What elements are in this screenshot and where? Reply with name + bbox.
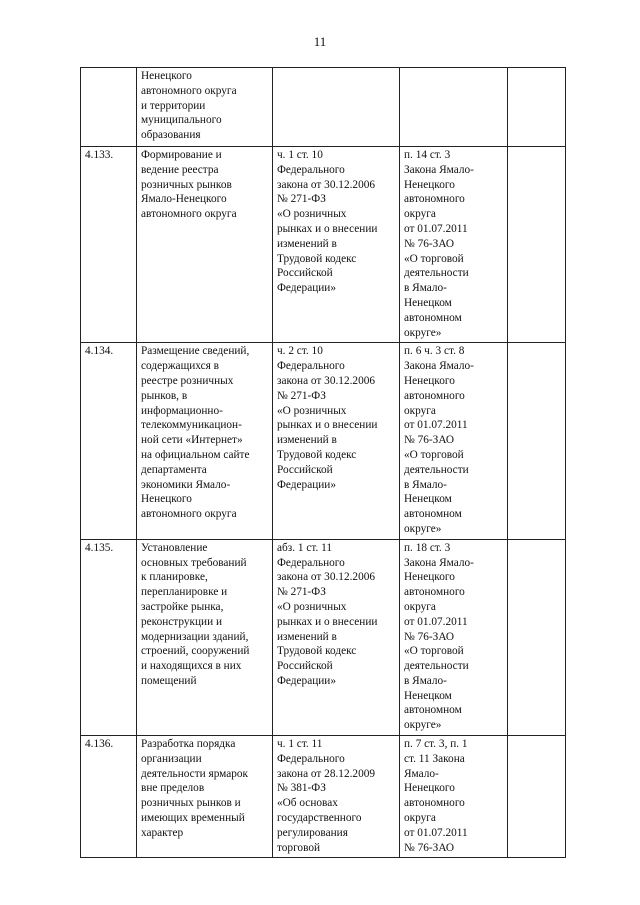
- text-line: ч. 1 ст. 11: [277, 738, 323, 751]
- text-line: Формирование и: [141, 149, 222, 161]
- text-line: Ненецком: [404, 689, 452, 702]
- item-number-cell: 4.135.: [81, 539, 137, 735]
- text-line: п. 7 ст. 3, п. 1: [404, 738, 468, 751]
- item-number-cell: 4.133.: [81, 147, 137, 343]
- text-line: Ненецком: [404, 296, 452, 309]
- text-line: вне пределов: [141, 782, 205, 795]
- text-line: и находящихся в них: [141, 660, 242, 673]
- text-line: автономного: [404, 586, 465, 599]
- text-line: округа: [404, 812, 436, 825]
- text-line: округа: [404, 600, 436, 613]
- empty-cell: [508, 736, 566, 858]
- text-line: от 01.07.2011: [404, 826, 468, 839]
- text-line: характер: [141, 826, 184, 839]
- item-number-cell: [81, 68, 137, 147]
- regional-law-cell: [400, 736, 508, 858]
- text-line: розничных рынков и: [141, 797, 241, 810]
- text-line: деятельности ярмарок: [141, 767, 249, 780]
- text-line: Федерального: [277, 752, 345, 765]
- text-line: Трудовой кодекс: [277, 252, 357, 265]
- text-line: автономного округа: [141, 208, 237, 221]
- text-line: автономном: [404, 508, 462, 521]
- text-line: № 271-ФЗ: [277, 389, 326, 402]
- text-line: автономного округа: [141, 508, 237, 521]
- text-line: реестре розничных: [141, 374, 234, 387]
- text-line: ст. 11 Закона: [404, 752, 465, 765]
- text-line: изменений в: [277, 434, 337, 447]
- table-row: [81, 736, 566, 858]
- regional-law-cell: [400, 147, 508, 343]
- text-line: № 76-ЗАО: [404, 434, 455, 447]
- text-line: муниципального: [141, 114, 222, 127]
- text-line: Закона Ямало-: [404, 360, 474, 373]
- text-line: округа: [404, 208, 436, 221]
- table-row: [81, 343, 566, 539]
- text-line: автономного округа: [141, 84, 237, 97]
- federal-law-cell: [273, 539, 400, 735]
- text-line: автономного: [404, 389, 465, 402]
- text-line: Разработка порядка: [141, 738, 236, 751]
- text-line: экономики Ямало-: [141, 478, 231, 491]
- text-line: Ненецкого: [404, 782, 455, 795]
- text-line: департамента: [141, 463, 207, 476]
- empty-cell: [508, 539, 566, 735]
- text-line: перепланировке и: [141, 586, 228, 599]
- text-line: модернизации зданий,: [141, 630, 249, 643]
- text-line: закона от 30.12.2006: [277, 571, 376, 584]
- text-line: Российской: [277, 463, 333, 476]
- text-line: рынках и о внесении: [277, 222, 378, 235]
- text-line: автономного: [404, 797, 465, 810]
- federal-law-cell: [273, 736, 400, 858]
- text-line: строений, сооружений: [141, 645, 250, 658]
- text-line: Трудовой кодекс: [277, 448, 357, 461]
- regional-law-cell: [400, 343, 508, 539]
- federal-law-cell: [273, 147, 400, 343]
- text-line: изменений в: [277, 237, 337, 250]
- text-line: информационно-: [141, 404, 223, 417]
- authority-name-cell: [137, 539, 273, 735]
- text-line: п. 14 ст. 3: [404, 149, 451, 161]
- text-line: содержащихся в: [141, 360, 220, 373]
- regional-law-cell: [400, 539, 508, 735]
- text-line: рынках и о внесении: [277, 615, 378, 628]
- text-line: округе»: [404, 522, 442, 535]
- text-line: № 381-ФЗ: [277, 782, 326, 795]
- text-line: рынков, в: [141, 389, 188, 402]
- text-line: Федерального: [277, 163, 345, 176]
- text-line: ч. 2 ст. 10: [277, 345, 323, 358]
- text-line: закона от 30.12.2006: [277, 178, 376, 191]
- text-line: № 76-ЗАО: [404, 237, 455, 250]
- text-line: округе»: [404, 719, 442, 732]
- text-line: закона от 28.12.2009: [277, 767, 376, 780]
- text-line: деятельности: [404, 660, 469, 673]
- authority-name-cell: [137, 147, 273, 343]
- text-line: Закона Ямало-: [404, 163, 474, 176]
- text-line: автономном: [404, 311, 462, 324]
- item-number-cell: 4.136.: [81, 736, 137, 858]
- text-line: № 76-ЗАО: [404, 630, 455, 643]
- text-line: Ненецкого: [404, 178, 455, 191]
- text-line: Закона Ямало-: [404, 556, 474, 569]
- text-line: застройке рынка,: [141, 600, 224, 613]
- authority-name-cell: [137, 343, 273, 539]
- text-line: Ненецкого: [404, 374, 455, 387]
- text-line: телекоммуникацион-: [141, 419, 242, 432]
- text-line: «О розничных: [277, 404, 347, 417]
- text-line: абз. 1 ст. 11: [277, 541, 332, 554]
- text-line: Ненецкого: [141, 70, 192, 82]
- text-line: «О торговой: [404, 645, 464, 658]
- text-line: «О розничных: [277, 600, 347, 613]
- text-line: автономного: [404, 193, 465, 206]
- text-line: Федерации»: [277, 282, 336, 295]
- text-line: основных требований: [141, 556, 247, 569]
- text-line: деятельности: [404, 463, 469, 476]
- table-row: [81, 147, 566, 343]
- text-line: и территории: [141, 99, 206, 112]
- text-line: закона от 30.12.2006: [277, 374, 376, 387]
- empty-cell: [508, 68, 566, 147]
- text-line: «О розничных: [277, 208, 347, 221]
- text-line: п. 6 ч. 3 ст. 8: [404, 345, 465, 358]
- federal-law-cell: [273, 343, 400, 539]
- text-line: ч. 1 ст. 10: [277, 149, 323, 161]
- text-line: рынках и о внесении: [277, 419, 378, 432]
- text-line: изменений в: [277, 630, 337, 643]
- text-line: Российской: [277, 267, 333, 280]
- text-line: регулирования: [277, 826, 348, 839]
- text-line: ведение реестра: [141, 163, 219, 176]
- text-line: государственного: [277, 812, 362, 825]
- table-row: [81, 68, 566, 147]
- text-line: образования: [141, 129, 201, 142]
- item-number-cell: 4.134.: [81, 343, 137, 539]
- text-line: Установление: [141, 541, 208, 554]
- text-line: «О торговой: [404, 448, 464, 461]
- text-line: помещений: [141, 674, 197, 687]
- regulations-table: [80, 67, 566, 858]
- text-line: деятельности: [404, 267, 469, 280]
- text-line: к планировке,: [141, 571, 208, 584]
- empty-cell: [508, 147, 566, 343]
- text-line: в Ямало-: [404, 478, 447, 491]
- text-line: на официальном сайте: [141, 448, 250, 461]
- table-row: [81, 539, 566, 735]
- text-line: «О торговой: [404, 252, 464, 265]
- text-line: от 01.07.2011: [404, 615, 468, 628]
- text-line: Ненецкого: [141, 493, 192, 506]
- text-line: в Ямало-: [404, 674, 447, 687]
- text-line: ной сети «Интернет»: [141, 434, 243, 447]
- text-line: реконструкции и: [141, 615, 223, 628]
- page-number: 11: [313, 34, 327, 49]
- text-line: имеющих временный: [141, 812, 245, 825]
- authority-name-cell: [137, 736, 273, 858]
- text-line: округа: [404, 404, 436, 417]
- text-line: Федерального: [277, 360, 345, 373]
- federal-law-cell: [273, 68, 400, 147]
- empty-cell: [508, 343, 566, 539]
- text-line: в Ямало-: [404, 282, 447, 295]
- text-line: Ямало-: [404, 767, 439, 780]
- text-line: № 271-ФЗ: [277, 193, 326, 206]
- text-line: организации: [141, 752, 202, 765]
- authority-name-cell: [137, 68, 273, 147]
- text-line: Федерального: [277, 556, 345, 569]
- text-line: Ненецком: [404, 493, 452, 506]
- text-line: Федерации»: [277, 674, 336, 687]
- text-line: Трудовой кодекс: [277, 645, 357, 658]
- text-line: автономном: [404, 704, 462, 717]
- text-line: Федерации»: [277, 478, 336, 491]
- text-line: Российской: [277, 660, 333, 673]
- text-line: розничных рынков: [141, 178, 232, 191]
- regional-law-cell: [400, 68, 508, 147]
- text-line: от 01.07.2011: [404, 222, 468, 235]
- text-line: № 271-ФЗ: [277, 586, 326, 599]
- text-line: № 76-ЗАО: [404, 841, 455, 854]
- text-line: Ненецкого: [404, 571, 455, 584]
- text-line: от 01.07.2011: [404, 419, 468, 432]
- text-line: торговой: [277, 841, 321, 854]
- text-line: п. 18 ст. 3: [404, 541, 451, 554]
- text-line: Размещение сведений,: [141, 345, 250, 358]
- text-line: Ямало-Ненецкого: [141, 193, 227, 206]
- text-line: «Об основах: [277, 797, 338, 810]
- text-line: округе»: [404, 326, 442, 339]
